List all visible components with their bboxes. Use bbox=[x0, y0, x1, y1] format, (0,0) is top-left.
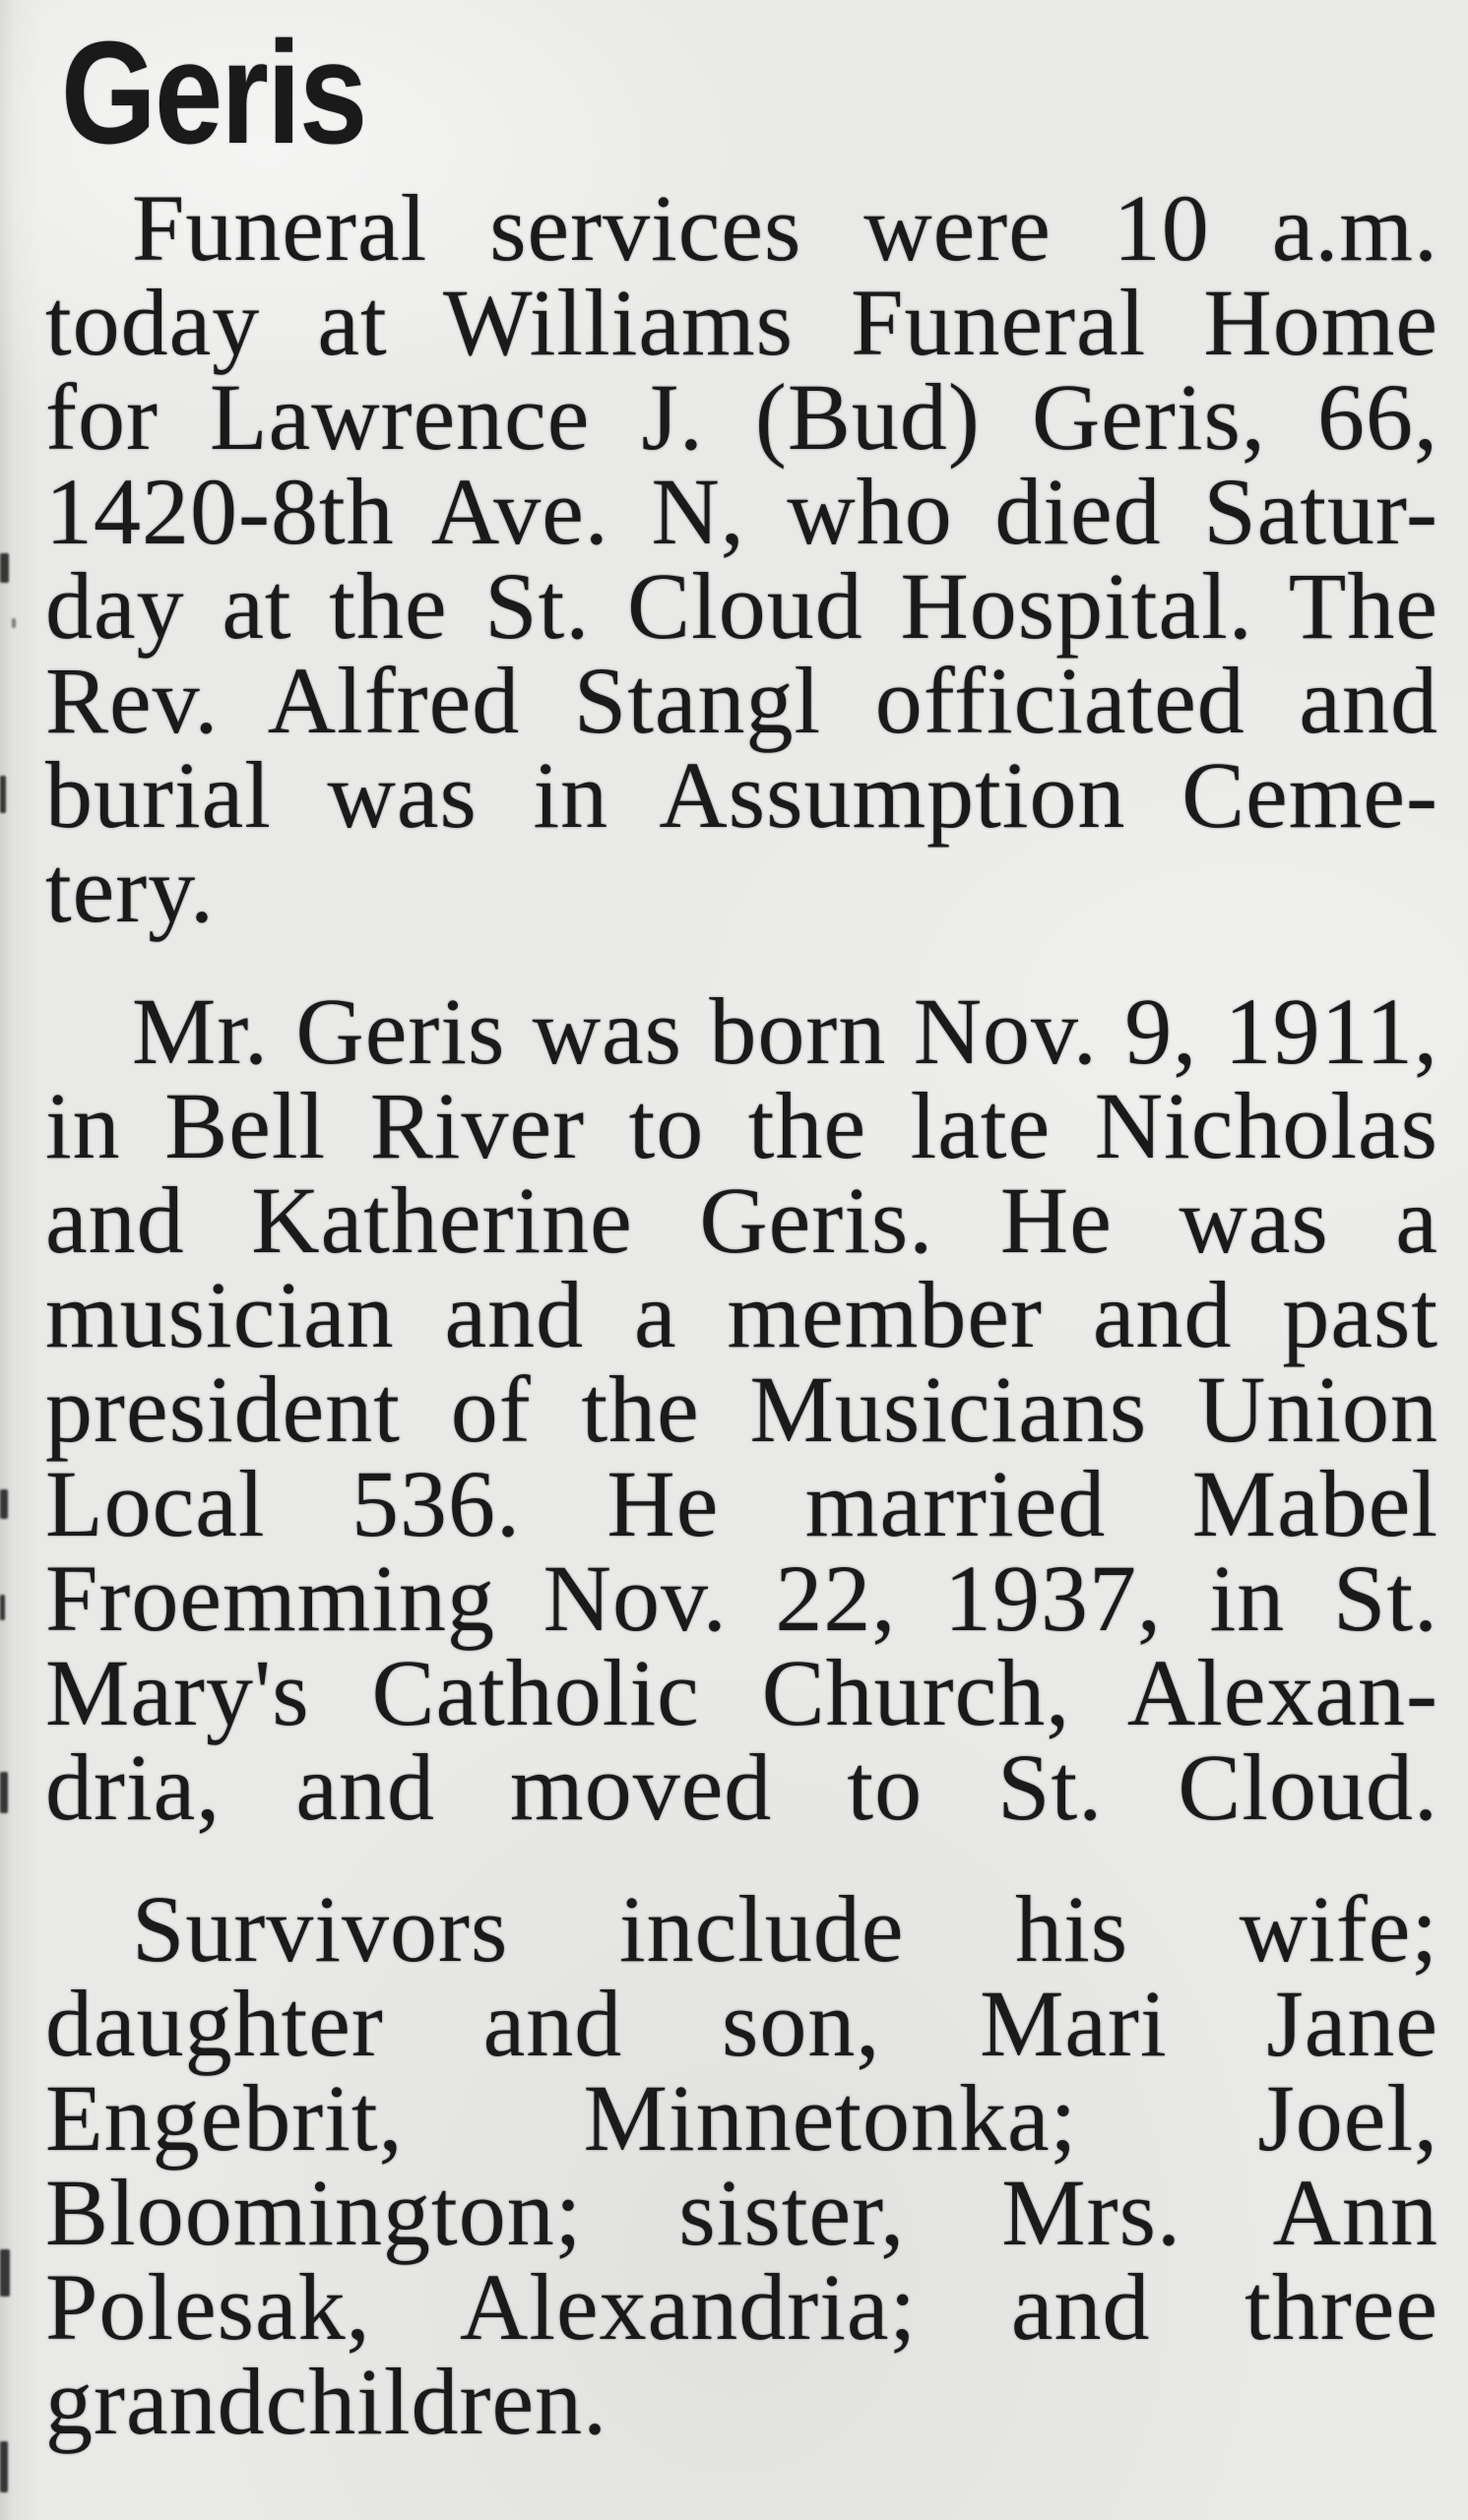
body-line: dria, and moved to St. Cloud. bbox=[45, 1734, 1438, 1840]
body-line: Survivors include his wife; bbox=[132, 1876, 1438, 1982]
body-line: grandchildren. bbox=[45, 2349, 608, 2454]
scan-artifact bbox=[0, 2249, 10, 2297]
body-line: day at the St. Cloud Hospital. The bbox=[45, 553, 1438, 659]
body-line: president of the Musicians Union bbox=[45, 1356, 1438, 1462]
paragraph bbox=[45, 175, 1438, 942]
body-line: burial was in Assumption Ceme- bbox=[45, 742, 1438, 848]
scan-artifact bbox=[0, 1595, 5, 1620]
body-line: Local 536. He married Mabel bbox=[45, 1451, 1438, 1556]
scan-artifact bbox=[0, 2441, 8, 2492]
body-line: Froemming Nov. 22, 1937, in St. bbox=[45, 1545, 1438, 1651]
body-line: Mr. Geris was born Nov. 9, 1911, bbox=[132, 978, 1438, 1084]
body-line: 1420-8th Ave. N, who died Satur- bbox=[45, 459, 1438, 564]
body-line: tery. bbox=[45, 837, 216, 942]
paragraph bbox=[45, 978, 1438, 1840]
body-line: today at Williams Funeral Home bbox=[45, 270, 1438, 375]
body-line: Polesak, Alexandria; and three bbox=[45, 2254, 1438, 2360]
paragraph bbox=[45, 1876, 1438, 2454]
article-body bbox=[0, 167, 1468, 2454]
scan-artifact bbox=[0, 1772, 8, 1813]
body-line: in Bell River to the late Nicholas bbox=[45, 1073, 1438, 1178]
body-line: and Katherine Geris. He was a bbox=[45, 1167, 1438, 1273]
body-line: Funeral services were 10 a.m. bbox=[132, 175, 1438, 281]
body-line: musician and a member and past bbox=[45, 1262, 1438, 1367]
body-line: Mary's Catholic Church, Alexan- bbox=[45, 1640, 1438, 1745]
body-line: for Lawrence J. (Bud) Geris, 66, bbox=[45, 364, 1438, 470]
body-line: Engebrit, Minnetonka; Joel, bbox=[45, 2065, 1438, 2171]
scan-artifact bbox=[0, 1489, 8, 1519]
scan-artifact bbox=[12, 618, 16, 628]
body-line: Bloomington; sister, Mrs. Ann bbox=[45, 2160, 1438, 2265]
body-line: Rev. Alfred Stangl officiated and bbox=[45, 648, 1438, 753]
body-line: daughter and son, Mari Jane bbox=[45, 1971, 1438, 2076]
scan-artifact bbox=[0, 776, 6, 813]
obituary-headline: Geris bbox=[61, 12, 366, 174]
scan-artifact bbox=[0, 553, 9, 583]
